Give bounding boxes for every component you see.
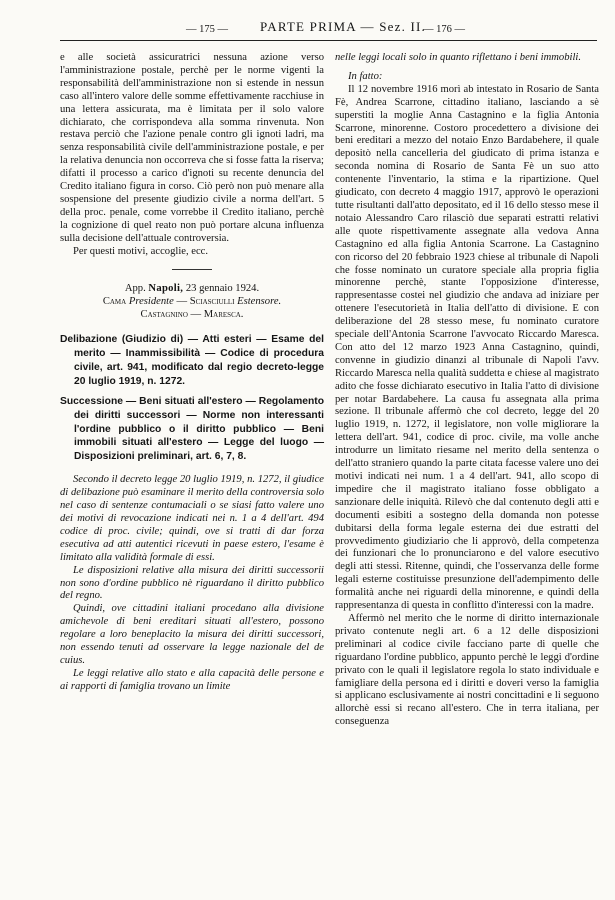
court-date: 23 gennaio 1924. [185,282,260,294]
page-number-right: — 176 — [423,24,465,35]
headnote-4-continued: nelle leggi locali solo in quanto riflettano i beni immobili. [335,52,581,63]
section-divider [172,269,212,270]
left-paragraph-1: e alle società assicuratrici nessuna azione verso l'amministrazione postale, perchè per le norme vigenti la responsabilità dell'amministrazione non si estende in nessun caso all'intero valore delle somme effettivamente racchiuse in una lettera assicurata, ma è limitata per il solo valore dichiarato, che corrispondeva alla somma rinvenuta. Non restava perciò che l'azione penale contro gli ignoti ladri, ma senza responsabilità civile dell'amministrazione postale, e per la relativa denuncia non occorreva che si fosse fatta la riserva; difatti il processo a carico d'ignoti su recente denuncia del Credito italiano figura in corso. Ciò però non può menare alla sospensione del presente giudizio civile a norma dell'art. 5 della proc. penale, come vorrebbe il Credito italiano, perchè la cognizione di quel reato non può portare alcuna influenza sulla decisione dell'attuale controversia. [60,52,324,244]
page-number-left: — 175 — [186,24,228,35]
maxim-delibazione: Delibazione (Giudizio di) — Atti esteri — Esame del merito — Inammissibilità — Codice di procedura civile, art. 941, modificato dal regio decreto-legge 20 luglio 1919, n. 1272. [60,334,324,387]
maxim-successione: Successione — Beni situati all'estero — Regolamento dei diritti successori — Norme non interessanti l'ordine pubblico o il diritto pubblico — Beni immobili situati all'estero — Legge del luogo — Disposizioni preliminari, art. 6, 7, 8. [60,395,324,463]
court-line-3: Castagnino — Maresca. [140,308,244,320]
court-prefix: App. [124,282,146,294]
estensore-name: — Sciasciulli [176,295,235,307]
court-city: Napoli, [148,282,184,294]
left-column [60,52,324,694]
court-line-2 [60,295,324,308]
headnote-block [60,474,324,693]
headnote-3: Quindi, ove cittadini italiani procedano alla divisione amichevole di beni ereditari situati all'estero, possono regolare a loro beneplacito la misura dei diritti successori, non essendo tenuti ad osservare la legge nazionale del de cuius. [60,603,324,666]
running-header [60,18,600,36]
president-name: Cama [102,295,127,307]
court-line-1 [60,282,324,295]
president-label: Presidente [128,295,174,307]
headnote-2: Le disposizioni relative alla misura dei diritti successorii non sono d'ordine pubblico nè riguardano il diritto pubblico del regno. [60,564,324,602]
right-column [335,52,599,729]
estensore-label: Estensore. [237,295,282,307]
section-title: PARTE PRIMA — Sez. II. [260,19,426,34]
header-rule [60,40,597,41]
court-citation [60,282,324,322]
headnote-1: Secondo il decreto legge 20 luglio 1919, n. 1272, il giudice di delibazione può esaminare il merito della controversia solo nel caso di sentenze contumaciali o se siasi fatto valere uno dei motivi di revocazione indicati nei n. 1 a 4 dell'art. 494 codice di proc. civile; quindi, ove si tratti di dar forza esecutiva ad atti autentici ricevuti in paese estero, l'esame è limitato alla validità formale di essi. [60,474,324,563]
left-paragraph-2: Per questi motivi, accoglie, ecc. [73,245,209,257]
right-paragraph-2: Affermò nel merito che le norme di diritto internazionale privato contenute negli art. 6 a 12 delle disposizioni preliminari al codice civile facciano parte di quelle che riguardano l'ordine pubblico, appunto perchè le leggi d'ordine privato con le quali il legislatore regola lo stato individuale e famigliare della persona ed i diritti e doveri verso la famiglia si applicano esclusivamente ai nostri concittadini e li seguono allorchè essi si recano all'estero. Che in terra italiana, per conseguenza [335,612,599,728]
right-paragraph-1: Il 12 novembre 1916 morì ab intestato in Rosario de Santa Fè, Andrea Scarrone, cittadino italiano, lasciando a sè superstiti la moglie Anna Castagnino e la figlia Antonia Scarrone, minorenne. Costoro procedettero a divisione dei beni ereditari a mezzo del notaio Enzo Bardabehere, il quale depositò nella cancelleria del giudicato di prima istanza e seconda nomina di Rosario de Santa Fè un suo atto contenente l'inventario, la stima e la ripartizione. Quel giudicato, con decreto 4 maggio 1917, approvò le operazioni tutte risultanti dall'atto depositato, ed il 16 dello stesso mese il notaio Alessandro Caro rilasciò due separati estratti relativi alle quote rispettivamente assegnate alla vedova Anna Castagnino ed alla figlia Antonia Scarrone. La Castagnino con ricorso del 20 febbraio 1923 chiese al tribunale di Napoli che fosse nominato un curatore speciale alla propria figlia minorenne perchè, stante l'opposizione d'interesse, rappresentasse costei nel giudizio che andava ad iniziare per ottenere l'esecutorietà in Italia dell'atto di divisione. E con deliberazione del 28 stesso mese, fu nominato curatore speciale dell'Antonia Scarrone l'avvocato Riccardo Maresca. Con atto del 12 marzo 1923 Anna Castagnino, quindi, convenne in giudizio dinanzi al tribunale di Napoli l'avv. Riccardo Maresca nella qualità suddetta e chiese al magistrato adito che fosse dichiarato esecutivo in Italia l'atto di divisione per notar Bardabehere. La causa fu assegnata alla prima sezione. Il tribunale affermò che col decreto, legge del 20 luglio 1919, n. 1272, il legislatore, non volle migliorare la lettera dell'art. 941, codice di proc. civile, ma volle anche introdurre un limitato riesame nel merito della sentenza o dell'atto straniero quando la parte citata facesse valere uno dei motivi indicati nei num. 1 a 4 dell'art. 941, allo scopo di impedire che il magistrato italiano fosse obbligato a sanzionare delle iniquità. Rilevò che dal contenuto degli atti e documenti esibiti a sostegno della domanda non potesse dubitarsi della forma legale esterna dei due estratti del provvedimento giudiziario che li approvò, della competenza dei funzionari che lo pronunciarono e del valore esecutivo degli atti stessi. Ritenne, quindi, che l'osservanza delle forme legali esterne costituisse presunzione dell'adempimento delle formalità anche nei riguardi della minorenne, e quindi della rappresentanza di questa in conflitto d'interessi con la madre. [335,83,599,612]
in-fatto-heading: In fatto: [348,70,383,82]
headnote-4: Le leggi relative allo stato e alla capacità delle persone e ai rapporti di famiglia trovano un limite [60,667,324,692]
